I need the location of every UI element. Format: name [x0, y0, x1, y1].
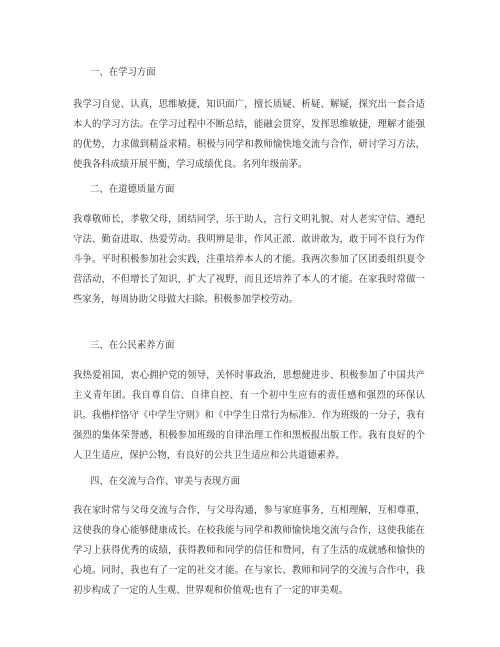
section-body-citizenship: 我热爱祖国，衷心拥护党的领导，关怀时事政治，思想健进步、积极参加了中国共产主义青年团。我自尊自信、自律自控、有一个初中生应有的责任感和强烈的环保认识。我楷样恪守《中学生守则》和《中学生日常行为标准》．作为班级的一分子，我有强烈的集体荣誉感，积极参加班级的自律治理工作和黑板报出版工作。我有良好的个人卫生适应，保护公物，有良好的公共卫生适应和公共道德素养。: [73, 370, 425, 461]
section-heading-study: 一、在学习方面: [90, 67, 156, 78]
section-heading-citizenship: 三、在公民素养方面: [90, 340, 175, 351]
section-body-communication: 我在家时常与父母交流与合作，与父母沟通，参与家庭事务，互相理解，互相尊重，这使我的身心能够健康成长。在校我能与同学和教师愉快地交流与合作，这使我能在学习上获得优秀的成绩，获得教师和同学的信任和赞同，有了生活的成就感和愉快的心境。同时，我也有了一定的社交才能。在与家长、教师和同学的交流与合作中，我初步构成了一定的人生观、世界观和价值观;也有了一定的审美观。: [73, 505, 425, 596]
section-heading-morality: 二、在道德质量方面: [90, 184, 175, 195]
section-body-morality: 我尊敬师长，孝敬父母，团结同学，乐于助人，言行文明礼貌、对人老实守信、遵纪守法、勤奋进取、热爱劳动。我明辨是非，作风正派．敢讲敢为，敢于同不良行为作斗争。平时积极参加社会实践，注重培养本人的才能。我两次参加了区团委组织夏令营活动，不但增长了知识，扩大了视野，而且还培养了本人的才能。在家我时常做一些家务，每周协助父母做大扫除。积极参加学校劳动。: [73, 214, 425, 305]
section-body-study: 我学习自觉、认真，思维敏捷，知识面广，擅长质疑、析疑、解疑，探究出一套合适本人的学习方法。在学习过程中不断总结，能融会贯穿，发挥思维敏捷，理解才能强的优势，力求做到精益求精。积极与同学和教师愉快地交流与合作，研讨学习方法，使我各科成绩开展平衡，学习成绩优良。名列年级前茅。: [73, 99, 425, 170]
section-heading-communication: 四、在交流与合作、审美与表现方面: [90, 476, 241, 487]
